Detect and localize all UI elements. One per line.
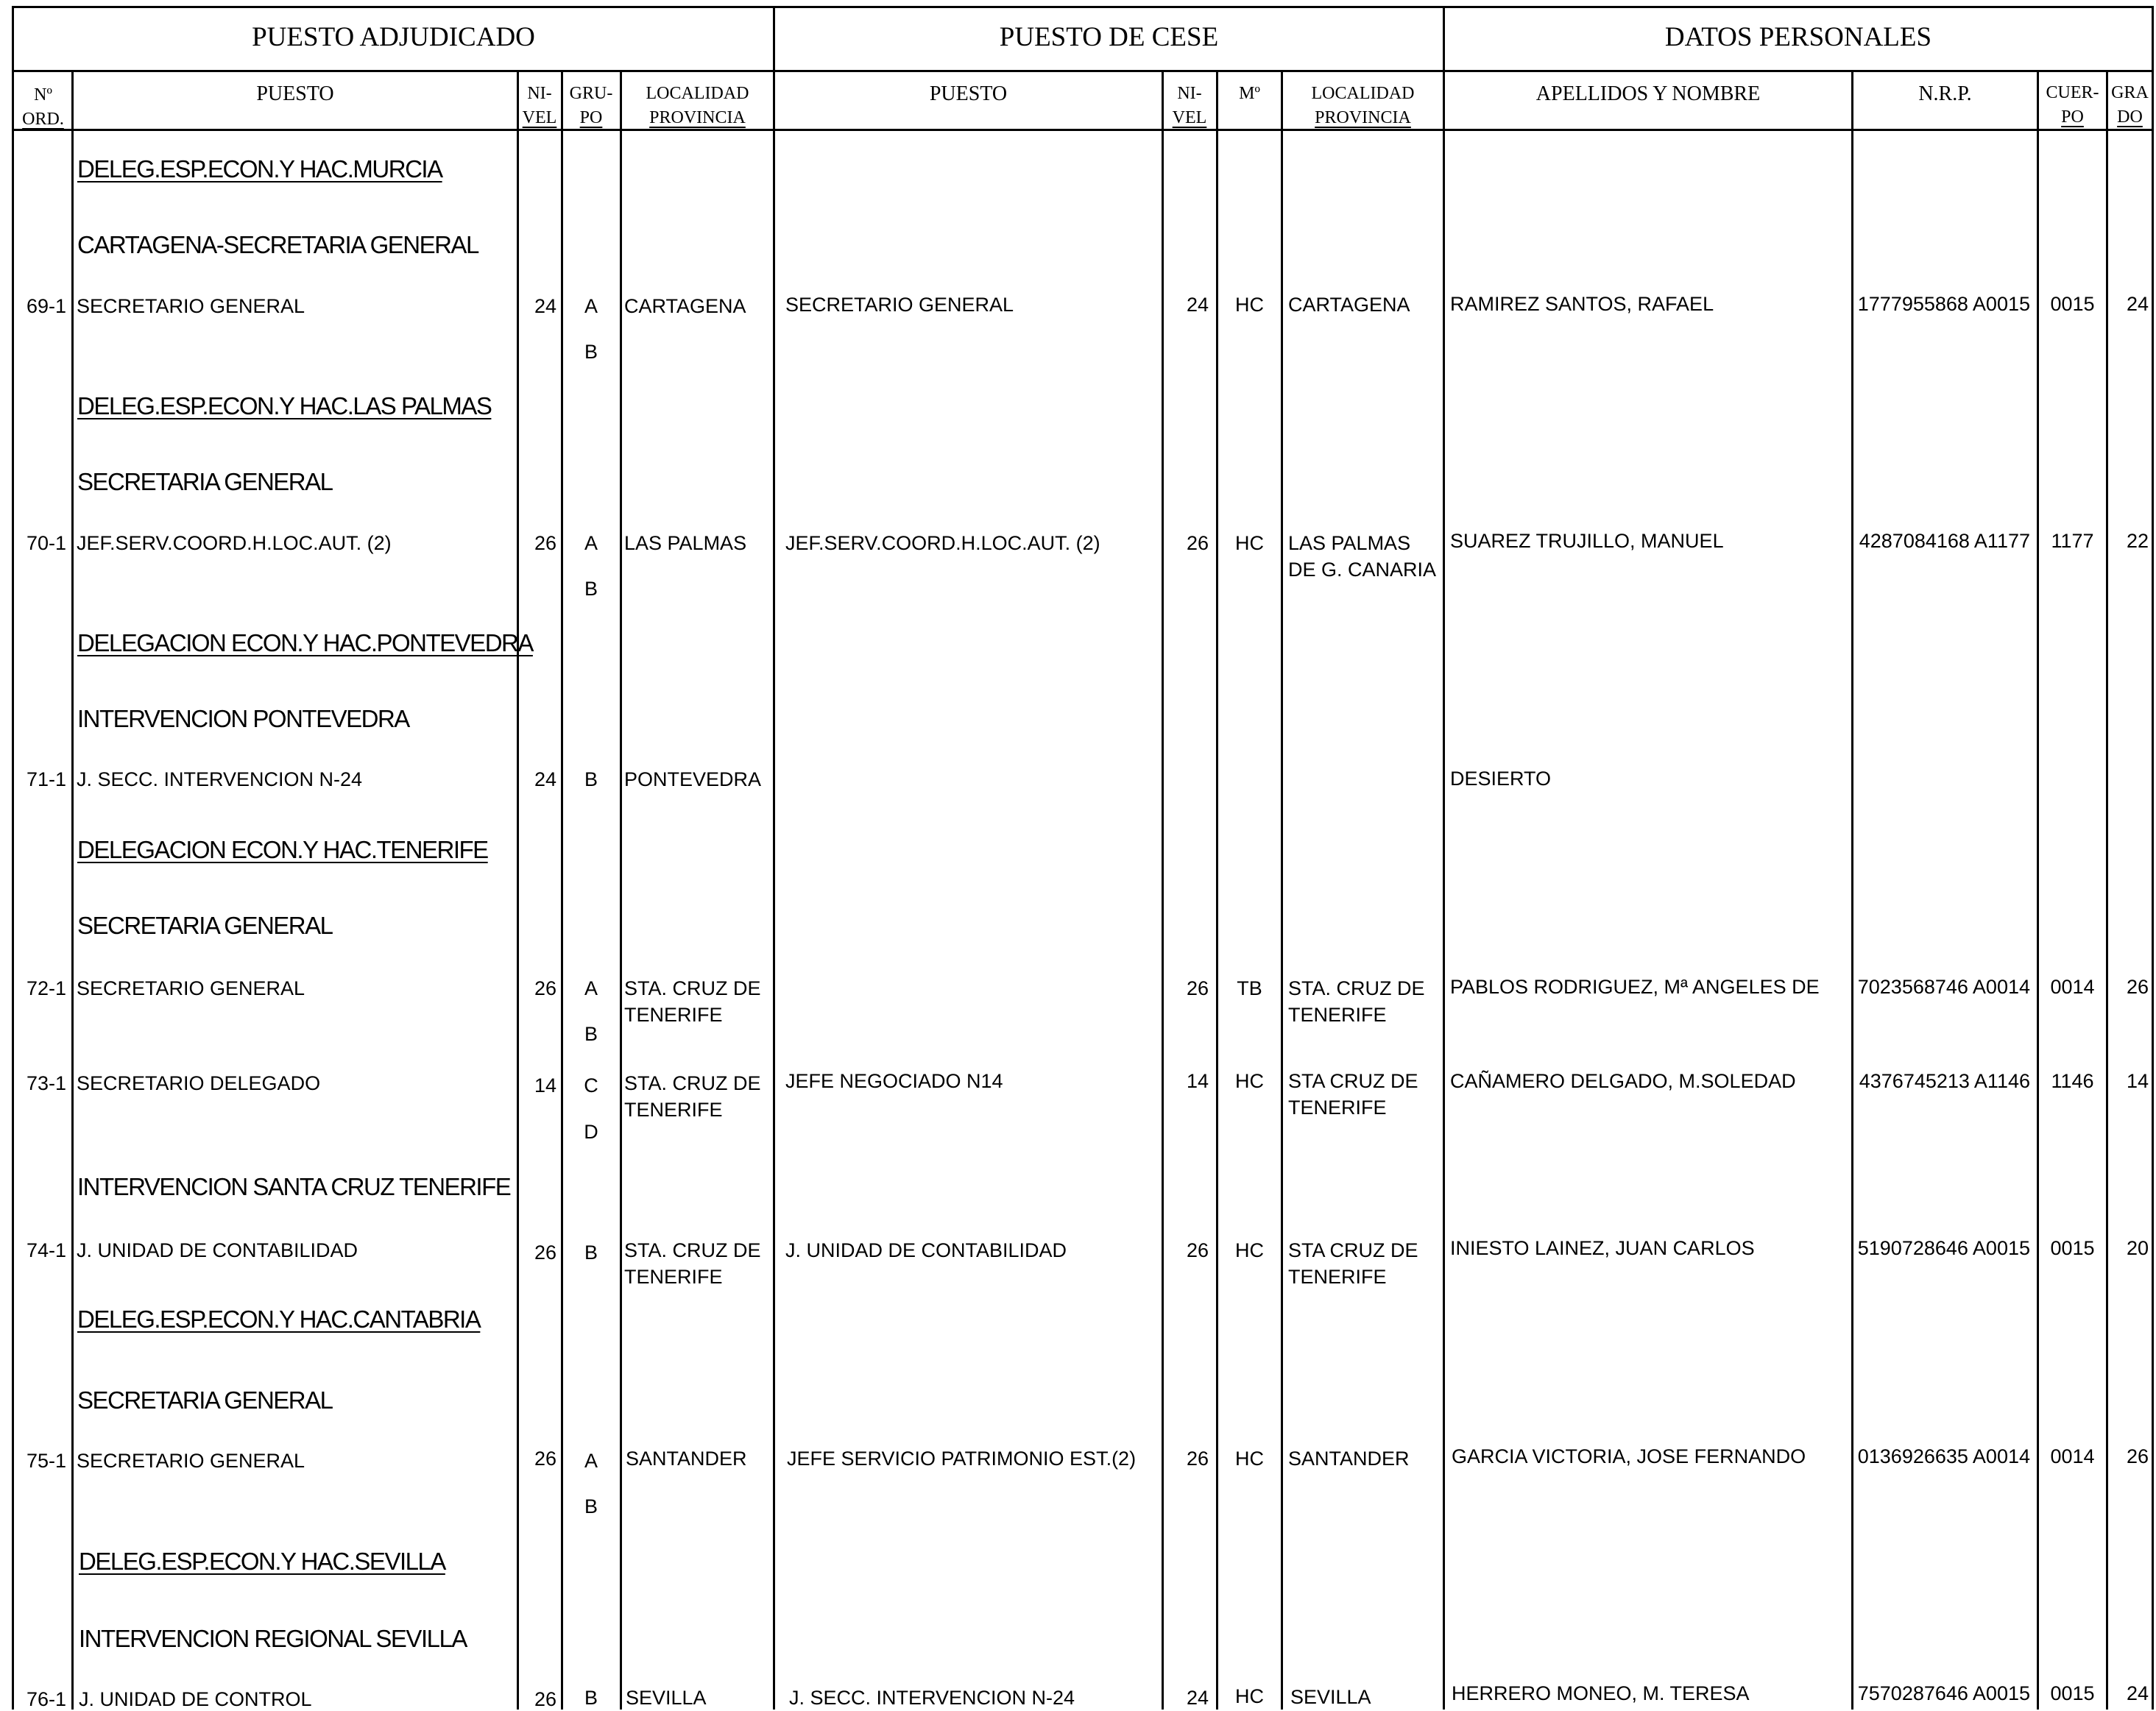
header-puesto-de-cese: PUESTO DE CESE: [999, 22, 1219, 52]
row-grupo: B: [584, 768, 598, 790]
row-localidad: STA. CRUZ DE TENERIFE: [624, 977, 761, 1026]
row-nivel: 24: [534, 768, 556, 790]
row-localidad-cese: STA. CRUZ DE TENERIFE: [1288, 977, 1425, 1026]
col-header-nivel-cese: NI- VEL: [1172, 84, 1207, 127]
header-datos-personales: DATOS PERSONALES: [1664, 22, 1932, 52]
row-ord: 74-1: [26, 1239, 66, 1261]
row-m: HC: [1235, 1448, 1264, 1470]
row-nombre: INIESTO LAINEZ, JUAN CARLOS: [1450, 1237, 1755, 1259]
row-nivel-cese: 26: [1186, 1448, 1209, 1470]
section-title: DELEG.ESP.ECON.Y HAC.LAS PALMAS: [77, 392, 492, 419]
row-grado: 26: [2126, 976, 2149, 998]
section-subtitle: CARTAGENA-SECRETARIA GENERAL: [77, 231, 478, 258]
row-nivel-cese: 24: [1186, 1687, 1209, 1709]
row-localidad: SANTANDER: [626, 1448, 747, 1470]
header-group-divider: [12, 70, 2154, 72]
row-nivel-cese: 26: [1186, 532, 1209, 554]
col-header-nrp: N.R.P.: [1918, 82, 1972, 105]
row-nivel-cese: 14: [1186, 1070, 1209, 1092]
row-m: HC: [1235, 294, 1264, 316]
row-localidad: STA. CRUZ DE TENERIFE: [624, 1072, 761, 1121]
row-puesto: J. UNIDAD DE CONTROL: [79, 1688, 312, 1710]
col-header-grado: GRA DO: [2111, 83, 2149, 127]
row-nivel-cese: 26: [1186, 1239, 1209, 1261]
row-localidad-cese: STA CRUZ DE TENERIFE: [1288, 1239, 1418, 1288]
row-nrp: 5190728646 A0015: [1857, 1237, 2030, 1259]
row-puesto: JEF.SERV.COORD.H.LOC.AUT. (2): [77, 532, 392, 554]
row-puesto: SECRETARIO GENERAL: [77, 1450, 305, 1472]
section-subtitle: INTERVENCION SANTA CRUZ TENERIFE: [77, 1173, 511, 1200]
table-left-border: [12, 6, 14, 1710]
col-header-puesto-cese: PUESTO: [929, 82, 1008, 105]
col-header-cuerpo: CUER- PO: [2046, 83, 2099, 127]
row-grupo: A: [584, 295, 598, 317]
row-nivel: 14: [534, 1074, 556, 1097]
row-puesto-cese: J. SECC. INTERVENCION N-24: [789, 1687, 1075, 1709]
row-nombre: HERRERO MONEO, M. TERESA: [1452, 1682, 1750, 1704]
row-nombre: RAMIREZ SANTOS, RAFAEL: [1450, 293, 1714, 315]
row-nrp: 7570287646 A0015: [1857, 1682, 2030, 1704]
section-title: DELEGACION ECON.Y HAC.PONTEVEDRA: [77, 629, 533, 656]
row-ord: 72-1: [26, 977, 66, 999]
row-m: HC: [1235, 532, 1264, 554]
row-cuerpo: 0014: [2050, 1445, 2095, 1467]
row-grupo-2: D: [584, 1121, 598, 1143]
row-nrp: 4287084168 A1177: [1859, 530, 2030, 552]
row-nivel-cese: 26: [1186, 977, 1209, 999]
row-puesto: J. UNIDAD DE CONTABILIDAD: [77, 1239, 358, 1261]
row-localidad-cese: STA CRUZ DE TENERIFE: [1288, 1070, 1418, 1119]
section-title: DELEGACION ECON.Y HAC.TENERIFE: [77, 836, 488, 863]
row-nrp: 1777955868 A0015: [1857, 293, 2030, 315]
row-nombre: CAÑAMERO DELGADO, M.SOLEDAD: [1450, 1070, 1796, 1092]
row-ord: 70-1: [26, 532, 66, 554]
row-nivel: 24: [534, 295, 556, 317]
col-header-apellidos: APELLIDOS Y NOMBRE: [1535, 82, 1761, 105]
row-puesto: SECRETARIO DELEGADO: [77, 1072, 321, 1094]
row-m: TB: [1237, 977, 1262, 999]
row-ord: 69-1: [26, 295, 66, 317]
row-nivel-cese: 24: [1186, 294, 1209, 316]
header-puesto-adjudicado: PUESTO ADJUDICADO: [252, 22, 535, 52]
row-ord: 76-1: [26, 1688, 66, 1710]
row-ord: 73-1: [26, 1072, 66, 1094]
section-subtitle: SECRETARIA GENERAL: [77, 1386, 333, 1414]
row-localidad: CARTAGENA: [624, 295, 746, 317]
row-localidad: LAS PALMAS: [624, 532, 747, 554]
row-nivel: 26: [534, 1688, 556, 1710]
section-title: DELEG.ESP.ECON.Y HAC.CANTABRIA: [77, 1306, 481, 1333]
row-grupo-2: B: [584, 1023, 598, 1045]
row-puesto-cese: JEFE SERVICIO PATRIMONIO EST.(2): [787, 1448, 1137, 1470]
section-title: DELEG.ESP.ECON.Y HAC.SEVILLA: [79, 1548, 445, 1575]
col-header-localidad-cese: LOCALIDAD PROVINCIA: [1311, 84, 1415, 127]
section-subtitle: INTERVENCION REGIONAL SEVILLA: [79, 1625, 467, 1652]
section-subtitle: SECRETARIA GENERAL: [77, 468, 333, 495]
row-grupo: A: [584, 532, 598, 554]
row-cuerpo: 0015: [2050, 293, 2095, 315]
col-header-puesto: PUESTO: [256, 82, 334, 105]
row-grupo-2: B: [584, 1495, 598, 1517]
section-subtitle: SECRETARIA GENERAL: [77, 912, 333, 939]
col-header-grupo: GRU- PO: [569, 84, 613, 127]
row-m: HC: [1235, 1685, 1264, 1707]
row-nombre: PABLOS RODRIGUEZ, Mª ANGELES DE: [1450, 976, 1820, 998]
col-divider-ord: [71, 70, 74, 1710]
row-nombre: SUAREZ TRUJILLO, MANUEL: [1450, 530, 1724, 552]
col-header-nivel: NI- VEL: [522, 84, 557, 127]
col-header-n-ord: Nº ORD.: [22, 85, 64, 129]
section-title: DELEG.ESP.ECON.Y HAC.MURCIA: [77, 155, 442, 183]
row-nivel: 26: [534, 1241, 556, 1264]
row-cuerpo: 1146: [2051, 1070, 2094, 1092]
row-puesto: J. SECC. INTERVENCION N-24: [77, 768, 363, 790]
row-ord: 75-1: [26, 1450, 66, 1472]
row-grupo: C: [584, 1074, 598, 1097]
row-grado: 20: [2126, 1237, 2149, 1259]
row-localidad-cese: LAS PALMAS DE G. CANARIA: [1288, 532, 1437, 581]
row-puesto: SECRETARIO GENERAL: [77, 295, 305, 317]
row-localidad-cese: CARTAGENA: [1288, 294, 1410, 316]
row-grupo: B: [584, 1241, 598, 1264]
row-nrp: 4376745213 A1146: [1859, 1070, 2030, 1092]
table-top-border: [12, 6, 2154, 8]
col-divider-group-cese: [773, 6, 775, 1710]
row-grado: 24: [2126, 1682, 2149, 1704]
row-cuerpo: 1177: [2051, 530, 2094, 552]
row-grado: 14: [2126, 1070, 2149, 1092]
row-nombre: GARCIA VICTORIA, JOSE FERNANDO: [1452, 1445, 1806, 1467]
row-grupo-2: B: [584, 578, 598, 600]
row-m: HC: [1235, 1070, 1264, 1092]
col-header-localidad: LOCALIDAD PROVINCIA: [646, 84, 749, 127]
row-puesto-cese: JEF.SERV.COORD.H.LOC.AUT. (2): [785, 532, 1100, 554]
row-nombre: DESIERTO: [1450, 768, 1552, 790]
row-nrp: 0136926635 A0014: [1857, 1445, 2030, 1467]
row-puesto: SECRETARIO GENERAL: [77, 977, 305, 999]
row-cuerpo: 0015: [2050, 1237, 2095, 1259]
row-localidad-cese: SEVILLA: [1290, 1686, 1371, 1708]
table-right-border: [2152, 6, 2154, 1710]
row-localidad: PONTEVEDRA: [624, 768, 762, 790]
col-divider-group-datos: [1443, 6, 1445, 1710]
row-localidad: SEVILLA: [626, 1687, 707, 1709]
col-header-m: Mº: [1239, 84, 1260, 103]
section-subtitle: INTERVENCION PONTEVEDRA: [77, 705, 409, 732]
header-bottom-border: [12, 129, 2154, 131]
col-divider-grupo: [620, 70, 622, 1710]
row-grupo: A: [584, 1450, 598, 1472]
row-cuerpo: 0014: [2050, 976, 2095, 998]
row-grado: 26: [2126, 1445, 2149, 1467]
row-nrp: 7023568746 A0014: [1857, 976, 2030, 998]
row-grupo: A: [584, 977, 598, 999]
row-localidad-cese: SANTANDER: [1288, 1448, 1410, 1470]
row-puesto-cese: J. UNIDAD DE CONTABILIDAD: [785, 1239, 1067, 1261]
row-grado: 22: [2126, 530, 2149, 552]
row-puesto-cese: SECRETARIO GENERAL: [785, 294, 1014, 316]
row-nivel: 26: [534, 1448, 556, 1470]
row-ord: 71-1: [26, 768, 66, 790]
row-localidad: STA. CRUZ DE TENERIFE: [624, 1239, 761, 1288]
row-puesto-cese: JEFE NEGOCIADO N14: [785, 1070, 1003, 1092]
row-m: HC: [1235, 1239, 1264, 1261]
row-cuerpo: 0015: [2050, 1682, 2095, 1704]
row-grado: 24: [2126, 293, 2149, 315]
col-divider-m: [1281, 70, 1283, 1710]
row-nivel: 26: [534, 532, 556, 554]
row-nivel: 26: [534, 977, 556, 999]
row-grupo-2: B: [584, 341, 598, 363]
row-grupo: B: [584, 1687, 598, 1709]
